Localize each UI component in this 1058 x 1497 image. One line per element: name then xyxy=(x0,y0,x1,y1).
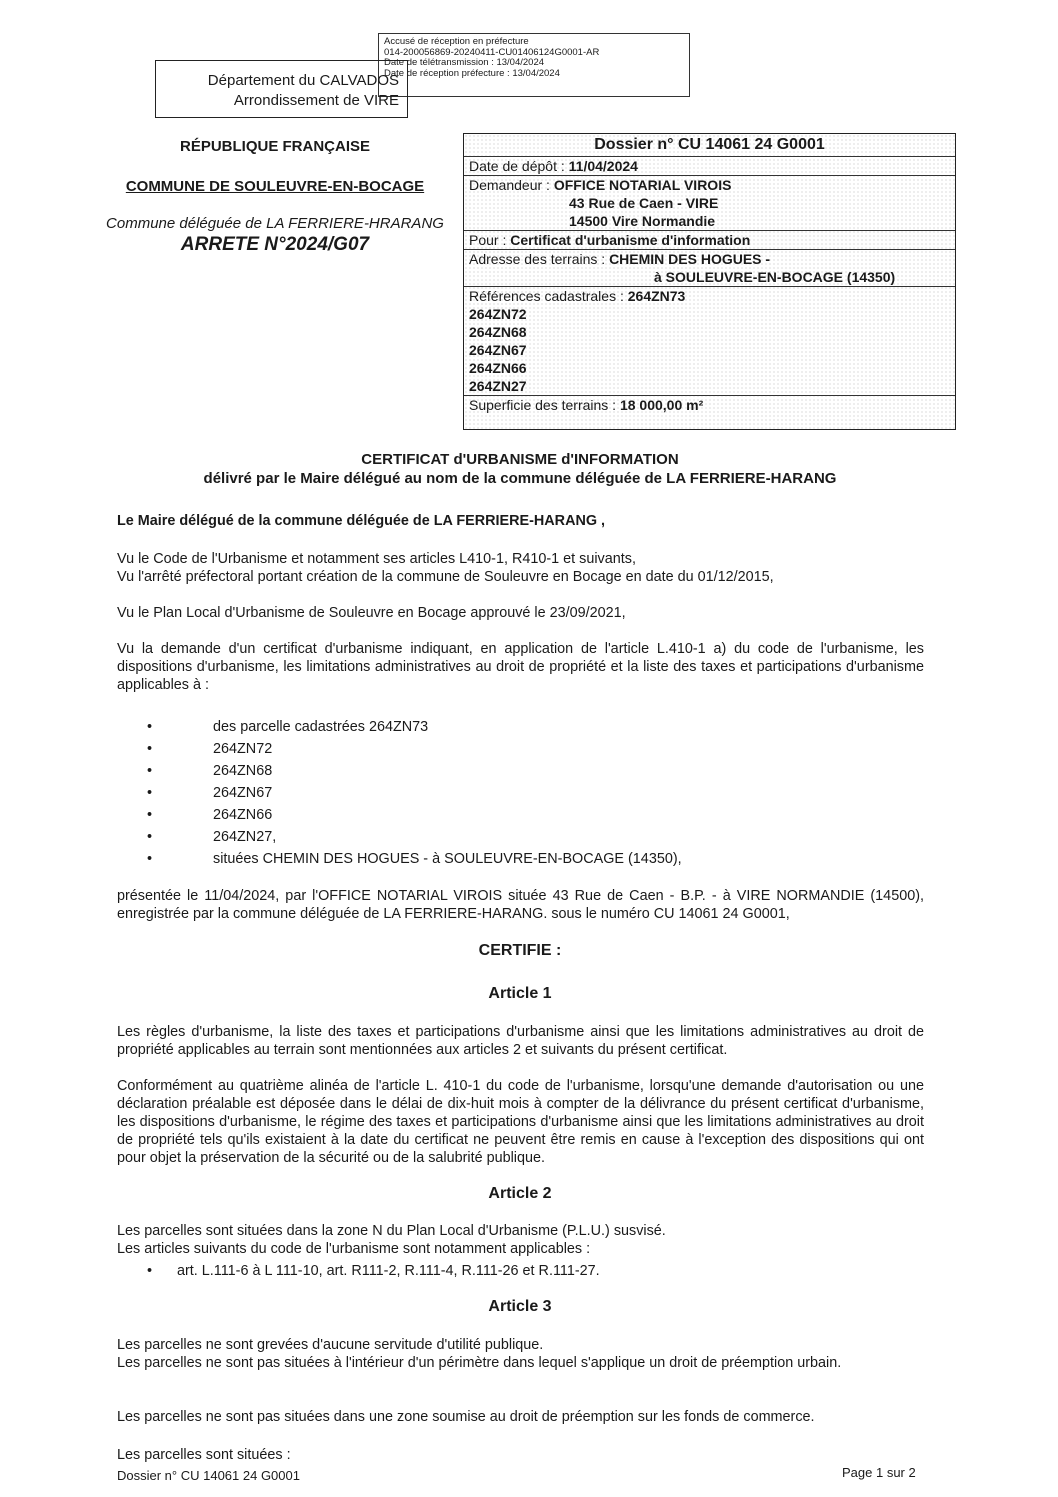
vu-arrete-prefectoral: Vu l'arrêté préfectoral portant création de la commune de Souleuvre en Bocage en date du 01/12/2015, xyxy=(117,569,774,585)
parcel-bullet: • 264ZN27, xyxy=(147,829,277,845)
stamp-line: Accusé de réception en préfecture xyxy=(384,36,529,47)
maire-line: Le Maire délégué de la commune déléguée de LA FERRIERE-HARANG , xyxy=(117,513,606,529)
certificate-subtitle: délivré par le Maire délégué au nom de la commune déléguée de LA FERRIERE-HARANG xyxy=(203,470,837,487)
depot-label: Date de dépôt : xyxy=(469,158,565,174)
page-number: Page 1 sur 2 xyxy=(842,1465,916,1480)
pour-label: Pour : xyxy=(469,232,507,248)
adresse-label: Adresse des terrains : xyxy=(469,251,606,267)
article-2-title: Article 2 xyxy=(488,1185,552,1202)
reference-first: 264ZN73 xyxy=(627,288,686,304)
reference-item: 264ZN66 xyxy=(469,360,527,376)
parcel-text: des parcelle cadastrées 264ZN73 xyxy=(213,719,429,735)
commune-heading: COMMUNE DE SOULEUVRE-EN-BOCAGE xyxy=(125,178,425,195)
footer-dossier: Dossier n° CU 14061 24 G0001 xyxy=(117,1468,300,1483)
article-2-line-2: Les articles suivants du code de l'urbanisme sont notamment applicables : xyxy=(117,1241,591,1257)
article-3-line-1: Les parcelles ne sont grevées d'aucune servitude d'utilité publique. xyxy=(117,1337,544,1353)
arrondissement-line: Arrondissement de VIRE xyxy=(233,92,399,109)
department-box xyxy=(155,60,408,118)
adresse-line-2: à SOULEUVRE-EN-BOCAGE (14350) xyxy=(654,269,896,285)
delegated-commune: Commune déléguée de LA FERRIERE-HRARANG xyxy=(106,215,444,232)
pour-row xyxy=(464,231,955,250)
article-3-line-2: Les parcelles ne sont pas situées à l'intérieur d'un périmètre dans lequel s'applique un droit de préemption urbain. xyxy=(117,1355,842,1371)
superficie-row xyxy=(464,396,955,414)
adresse-line-1: CHEMIN DES HOGUES - xyxy=(609,251,771,267)
demandeur-label: Demandeur : xyxy=(469,177,550,193)
demandeur-address-1: 43 Rue de Caen - VIRE xyxy=(569,195,719,211)
references-label: Références cadastrales : xyxy=(469,288,624,304)
stamp-line: Date de télétransmission : 13/04/2024 xyxy=(384,57,545,68)
certificate-title: CERTIFICAT d'URBANISME d'INFORMATION xyxy=(361,451,679,468)
certifie-heading: CERTIFIE : xyxy=(478,942,562,959)
reference-item: 264ZN68 xyxy=(469,324,527,340)
parcel-text: 264ZN68 xyxy=(213,763,273,779)
article-3-title: Article 3 xyxy=(488,1298,552,1315)
article-2-line-1: Les parcelles sont situées dans la zone N du Plan Local d'Urbanisme (P.L.U.) susvisé. xyxy=(117,1223,666,1239)
parcel-text: 264ZN72 xyxy=(213,741,273,757)
reference-item: 264ZN27 xyxy=(469,378,527,394)
article-2-bullet: • art. L.111-6 à L 111-10, art. R111-2, R.111-4, R.111-26 et R.111-27. xyxy=(147,1263,600,1279)
vu-code-urbanisme: Vu le Code de l'Urbanisme et notamment ses articles L410-1, R410-1 et suivants, xyxy=(117,551,636,567)
parcel-bullet: • des parcelle cadastrées 264ZN73 xyxy=(147,719,429,735)
article-1-paragraph-2: Conformément au quatrième alinéa de l'article L. 410-1 du code de l'urbanisme, lorsqu'une demande d'autorisation ou une déclaration préalable est déposée dans le délai de dix-huit mois à compter de la délivrance du présent certificat d'urbanisme, les dispositions d'urbanisme, le régime des taxes et participations d'urbanisme ainsi que les limitations administratives au droit de propriété tels qu'ils existaient à la date du certificat ne peuvent être remis en cause à l'exception des dispositions qui ont pour objet la préservation de la sécurité ou de la salubrité publique. xyxy=(117,1078,924,1166)
article-1-paragraph-1: Les règles d'urbanisme, la liste des taxes et participations d'urbanisme ainsi que les limitations administratives au droit de propriété applicables au terrain sont mentionnées aux articles 2 et suivants du présent certificat. xyxy=(117,1024,924,1058)
parcel-bullet: • 264ZN67 xyxy=(147,785,273,801)
parcel-text: 264ZN67 xyxy=(213,785,273,801)
stamp-line: 014-200056869-20240411-CU01406124G0001-AR xyxy=(384,46,600,58)
dossier-box xyxy=(463,133,956,430)
parcel-text: 264ZN66 xyxy=(213,807,273,823)
parcel-bullet: • 264ZN66 xyxy=(147,807,273,823)
superficie-value: 18 000,00 m² xyxy=(619,397,704,413)
depot-value: 11/04/2024 xyxy=(568,158,638,174)
parcel-text: 264ZN27, xyxy=(213,829,277,845)
vu-plu: Vu le Plan Local d'Urbanisme de Souleuvre en Bocage approuvé le 23/09/2021, xyxy=(117,605,626,621)
dossier-title: Dossier n° CU 14061 24 G0001 xyxy=(464,134,955,157)
presentee-paragraph: présentée le 11/04/2024, par l'OFFICE NOTARIAL VIROIS située 43 Rue de Caen - B.P. - à VIRE NORMANDIE (14500), enregistrée par la commune déléguée de LA FERRIERE-HARANG. sous le numéro CU 14061 24 G0001, xyxy=(117,888,924,922)
reference-item: 264ZN67 xyxy=(469,342,527,358)
article-3-line-4: Les parcelles sont situées : xyxy=(117,1447,291,1463)
parcel-text: situées CHEMIN DES HOGUES - à SOULEUVRE-EN-BOCAGE (14350), xyxy=(213,851,682,867)
stamp-line: Date de réception préfecture : 13/04/2024 xyxy=(384,67,560,79)
vu-demande: Vu la demande d'un certificat d'urbanisme indiquant, en application de l'article L.410-1 a) du code de l'urbanisme, les dispositions d'urbanisme, les limitations administratives au droit de propriété et la liste des taxes et participations d'urbanisme applicables à : xyxy=(117,641,924,693)
parcel-bullet: • 264ZN68 xyxy=(147,763,273,779)
demandeur-row xyxy=(464,176,955,231)
adresse-row xyxy=(464,250,955,287)
republic-heading: RÉPUBLIQUE FRANÇAISE xyxy=(179,138,370,155)
arrete-number: ARRETE N°2024/G07 xyxy=(180,234,370,255)
pour-value: Certificat d'urbanisme d'information xyxy=(510,232,751,248)
article-2-bullet-text: art. L.111-6 à L 111-10, art. R111-2, R.111-4, R.111-26 et R.111-27. xyxy=(177,1263,600,1279)
department-line: Département du CALVADOS xyxy=(207,72,399,89)
prefecture-stamp xyxy=(378,33,690,97)
article-1-title: Article 1 xyxy=(488,985,552,1002)
demandeur-address-2: 14500 Vire Normandie xyxy=(569,213,716,229)
parcel-bullet: • situées CHEMIN DES HOGUES - à SOULEUVRE-EN-BOCAGE (14350), xyxy=(147,851,682,867)
superficie-label: Superficie des terrains : xyxy=(469,397,617,413)
date-depot-row xyxy=(464,157,955,176)
parcel-bullet: • 264ZN72 xyxy=(147,741,273,757)
references-row xyxy=(464,287,955,396)
demandeur-name: OFFICE NOTARIAL VIROIS xyxy=(553,177,732,193)
article-3-line-3: Les parcelles ne sont pas situées dans une zone soumise au droit de préemption sur les fonds de commerce. xyxy=(117,1409,815,1425)
reference-item: 264ZN72 xyxy=(469,306,527,322)
